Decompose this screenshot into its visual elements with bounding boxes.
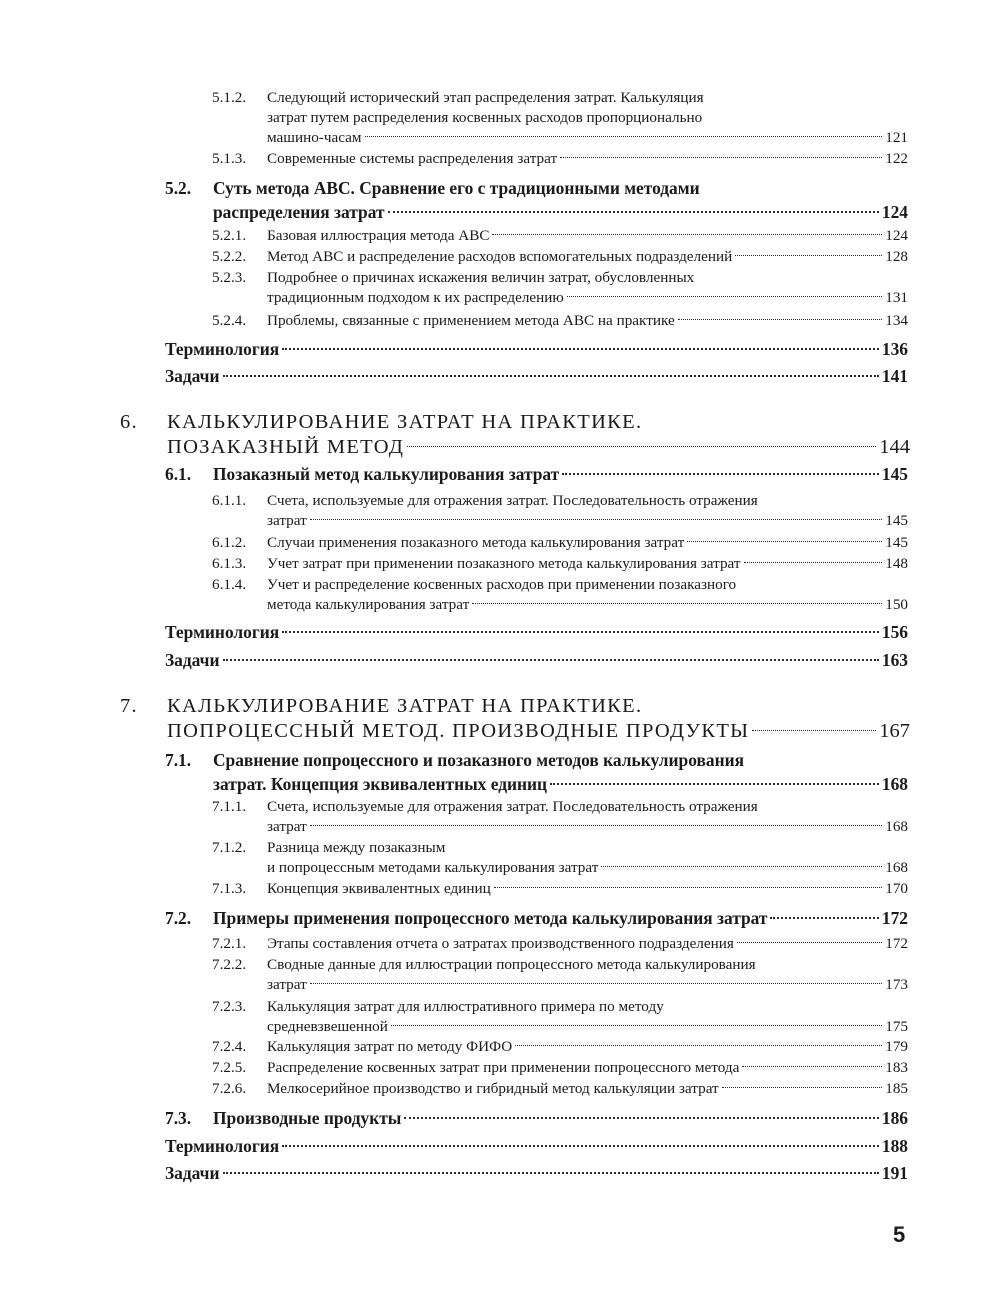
leader-dots <box>742 1055 882 1068</box>
toc-entry-line: Учет затрат при применении позаказного метода калькулирования затрат 148 <box>267 554 908 574</box>
leader-dots <box>687 530 882 543</box>
toc-entry-title <box>267 149 908 169</box>
toc-entry-page: 145 <box>881 464 908 484</box>
toc-entry-page: 122 <box>885 150 908 167</box>
toc-entry-page: 148 <box>885 555 908 572</box>
toc-entry-line: Случаи применения позаказного метода калькулирования затрат 145 <box>267 533 908 553</box>
toc-entry-page: 168 <box>885 859 908 876</box>
toc-entry-line: Концепция эквивалентных единиц 170 <box>267 879 908 899</box>
toc-entry-page: 173 <box>885 976 908 993</box>
toc-entry-title <box>267 554 908 574</box>
toc-entry-number: 6.1.4. <box>212 576 247 593</box>
toc-entry-page: 128 <box>885 248 908 265</box>
toc-entry-title <box>267 797 908 837</box>
toc-entry-page: 144 <box>879 436 910 458</box>
toc-entry-number: 6.1. <box>165 464 192 484</box>
toc-entry-page: 186 <box>881 1108 908 1128</box>
leader-dots <box>223 1159 879 1175</box>
leader-dots <box>735 244 882 257</box>
leader-dots <box>310 972 882 985</box>
leader-dots <box>282 335 879 351</box>
leader-dots <box>391 1014 882 1027</box>
leader-dots <box>310 508 882 521</box>
toc-entry-line: Задачи 163 <box>165 648 908 672</box>
toc-entry-line: затрат 173 <box>267 975 908 995</box>
toc-entry-page: 156 <box>881 622 908 642</box>
toc-entry-page: 179 <box>885 1038 908 1055</box>
toc-entry-line: ПОПРОЦЕССНЫЙ МЕТОД. ПРОИЗВОДНЫЕ ПРОДУКТЫ 167 <box>167 719 910 744</box>
leader-dots <box>567 285 882 298</box>
page-number: 5 <box>893 1222 906 1247</box>
toc-entry-line: Задачи 191 <box>165 1161 908 1185</box>
toc-entry-page: 172 <box>885 935 908 952</box>
toc-entry-line: Суть метода ABC. Сравнение его с традиционными методами <box>213 178 700 198</box>
toc-entry-line: Базовая иллюстрация метода ABC 124 <box>267 226 908 246</box>
toc-entry-number: 5.1.2. <box>212 89 247 106</box>
toc-entry-number: 7.2.3. <box>212 998 247 1015</box>
toc-entry-line: Терминология 136 <box>165 337 908 361</box>
toc-entry-line: Позаказный метод калькулирования затрат 145 <box>213 462 908 486</box>
toc-entry-number: 6.1.3. <box>212 555 247 572</box>
toc-entry-number: 5.2.4. <box>212 312 247 329</box>
toc-entry-number: 7.1. <box>165 750 192 770</box>
toc-entry-number: 7.2.4. <box>212 1038 247 1055</box>
toc-entry-title <box>267 247 908 267</box>
toc-entry-line: традиционным подходом к их распределению 131 <box>267 288 908 308</box>
toc-entry-title <box>267 955 908 995</box>
leader-dots <box>737 931 882 944</box>
leader-dots <box>678 308 882 321</box>
toc-entry-page: 121 <box>885 129 908 146</box>
toc-entry-title <box>213 906 908 930</box>
toc-entry-line: Учет и распределение косвенных расходов при применении позаказного <box>267 576 737 593</box>
leader-dots <box>282 1132 879 1148</box>
toc-entry-page: 145 <box>885 534 908 551</box>
toc-entry-page: 183 <box>885 1059 908 1076</box>
toc-entry-page: 175 <box>885 1018 908 1035</box>
toc-entry-line: метода калькулирования затрат 150 <box>267 595 908 615</box>
toc-entry-number: 7.2.6. <box>212 1080 247 1097</box>
toc-entry-line: Разница между позаказным <box>267 839 446 856</box>
leader-dots <box>722 1076 883 1089</box>
toc-entry-title <box>165 620 908 644</box>
leader-dots <box>310 814 882 827</box>
toc-entry-title <box>213 176 908 224</box>
toc-entry-line: Подробнее о причинах искажения величин затрат, обусловленных <box>267 269 695 286</box>
toc-entry-line: Калькуляция затрат по методу ФИФО 179 <box>267 1037 908 1057</box>
toc-entry-line: Примеры применения попроцессного метода калькулирования затрат 172 <box>213 906 908 930</box>
toc-entry-number: 6.1.1. <box>212 492 247 509</box>
toc-entry-number: 7. <box>120 695 138 717</box>
toc-entry-title <box>165 648 908 672</box>
leader-dots <box>472 592 882 605</box>
toc-entry-title <box>267 838 908 878</box>
toc-entry-number: 5.2.1. <box>212 227 247 244</box>
toc-entry-title <box>167 694 910 744</box>
toc-entry-line: затрат 168 <box>267 817 908 837</box>
toc-entry-line: Терминология 188 <box>165 1134 908 1158</box>
toc-entry-number: 5.2. <box>165 178 192 198</box>
toc-entry-page: 131 <box>885 289 908 306</box>
toc-entry-line: Сводные данные для иллюстрации попроцессного метода калькулирования <box>267 956 756 973</box>
toc-entry-line: Счета, используемые для отражения затрат. Последовательность отражения <box>267 798 758 815</box>
toc-entry-line: машино-часам 121 <box>267 128 908 148</box>
toc-entry-page: 191 <box>881 1163 908 1183</box>
leader-dots <box>282 618 879 634</box>
toc-entry-line: КАЛЬКУЛИРОВАНИЕ ЗАТРАТ НА ПРАКТИКЕ. <box>167 695 643 717</box>
toc-entry-line: и попроцессным методами калькулирования затрат 168 <box>267 858 908 878</box>
toc-entry-title <box>165 364 908 388</box>
toc-entry-title <box>165 1134 908 1158</box>
toc-entry-title <box>165 337 908 361</box>
toc-entry-number: 7.2.5. <box>212 1059 247 1076</box>
toc-entry-line: Производные продукты 186 <box>213 1106 908 1130</box>
toc-entry-title <box>267 268 908 308</box>
leader-dots <box>562 460 879 476</box>
toc-entry-title <box>267 575 908 615</box>
toc-entry-line: средневзвешенной 175 <box>267 1017 908 1037</box>
toc-entry-line: Сравнение попроцессного и позаказного методов калькулирования <box>213 750 745 770</box>
toc-entry-line: Современные системы распределения затрат 122 <box>267 149 908 169</box>
toc-entry-page: 167 <box>879 720 910 742</box>
toc-entry-title <box>267 1079 908 1099</box>
toc-entry-number: 5.2.3. <box>212 269 247 286</box>
leader-dots <box>223 362 879 378</box>
toc-entry-line: Счета, используемые для отражения затрат. Последовательность отражения <box>267 492 758 509</box>
toc-entry-title <box>267 491 908 531</box>
toc-entry-number: 7.1.3. <box>212 880 247 897</box>
toc-entry-page: 168 <box>881 774 908 794</box>
toc-entry-number: 7.3. <box>165 1108 192 1128</box>
toc-entry-line: затрат 145 <box>267 511 908 531</box>
toc-entry-title <box>267 934 908 954</box>
toc-entry-page: 185 <box>885 1080 908 1097</box>
toc-entry-page: 170 <box>885 880 908 897</box>
leader-dots <box>365 125 883 138</box>
toc-entry-line: Проблемы, связанные с применением метода ABC на практике 134 <box>267 311 908 331</box>
toc-entry-line: затрат путем распределения косвенных расходов пропорционально <box>267 109 703 126</box>
toc-entry-title <box>267 879 908 899</box>
toc-entry-page: 150 <box>885 596 908 613</box>
toc-entry-number: 5.1.3. <box>212 150 247 167</box>
toc-entry-title <box>165 1161 908 1185</box>
leader-dots <box>494 876 882 889</box>
toc-entry-number: 7.1.1. <box>212 798 247 815</box>
toc-entry-line: Следующий исторический этап распределения затрат. Калькуляция <box>267 89 704 106</box>
toc-entry-line: Метод ABC и распределение расходов вспомогательных подразделений 128 <box>267 247 908 267</box>
toc-entry-page: 145 <box>885 512 908 529</box>
toc-entry-title <box>167 410 910 460</box>
toc-entry-number: 6.1.2. <box>212 534 247 551</box>
toc-entry-title <box>213 748 908 796</box>
toc-entry-title <box>213 462 908 486</box>
toc-entry-line: Терминология 156 <box>165 620 908 644</box>
toc-entry-number: 7.1.2. <box>212 839 247 856</box>
toc-entry-page: 124 <box>885 227 908 244</box>
toc-entry-number: 7.2. <box>165 908 192 928</box>
toc-entry-page: 168 <box>885 818 908 835</box>
toc-entry-page: 136 <box>881 339 908 359</box>
toc-entry-line: распределения затрат 124 <box>213 200 908 224</box>
toc-entry-page: 124 <box>881 202 908 222</box>
leader-dots <box>601 855 882 868</box>
toc-entry-line: Калькуляция затрат для иллюстративного примера по методу <box>267 998 664 1015</box>
leader-dots <box>752 714 876 731</box>
toc-entry-title <box>213 1106 908 1130</box>
toc-entry-title <box>267 997 908 1037</box>
toc-entry-page: 188 <box>881 1136 908 1156</box>
leader-dots <box>388 198 879 214</box>
leader-dots <box>404 1104 879 1120</box>
leader-dots <box>407 430 876 447</box>
leader-dots <box>223 646 879 662</box>
toc-entry-title <box>267 88 908 148</box>
toc-entry-line: затрат. Концепция эквивалентных единиц 168 <box>213 772 908 796</box>
toc-entry-line: ПОЗАКАЗНЫЙ МЕТОД 144 <box>167 435 910 460</box>
toc-entry-line: Мелкосерийное производство и гибридный метод калькуляции затрат 185 <box>267 1079 908 1099</box>
toc-entry-page: 172 <box>881 908 908 928</box>
leader-dots <box>560 146 882 159</box>
toc-entry-line: Задачи 141 <box>165 364 908 388</box>
toc-entry-number: 7.2.1. <box>212 935 247 952</box>
toc-entry-page: 141 <box>881 366 908 386</box>
leader-dots <box>492 223 882 236</box>
toc-entry-page: 134 <box>885 312 908 329</box>
toc-entry-line: Этапы составления отчета о затратах производственного подразделения 172 <box>267 934 908 954</box>
toc-entry-page: 163 <box>881 650 908 670</box>
leader-dots <box>550 770 879 786</box>
leader-dots <box>515 1034 882 1047</box>
toc-entry-line: Распределение косвенных затрат при применении попроцессного метода 183 <box>267 1058 908 1078</box>
leader-dots <box>744 551 883 564</box>
toc-entry-number: 6. <box>120 411 138 433</box>
toc-entry-title <box>267 311 908 331</box>
toc-entry-number: 7.2.2. <box>212 956 247 973</box>
leader-dots <box>770 904 878 920</box>
toc-entry-line: КАЛЬКУЛИРОВАНИЕ ЗАТРАТ НА ПРАКТИКЕ. <box>167 411 643 433</box>
toc-entry-number: 5.2.2. <box>212 248 247 265</box>
